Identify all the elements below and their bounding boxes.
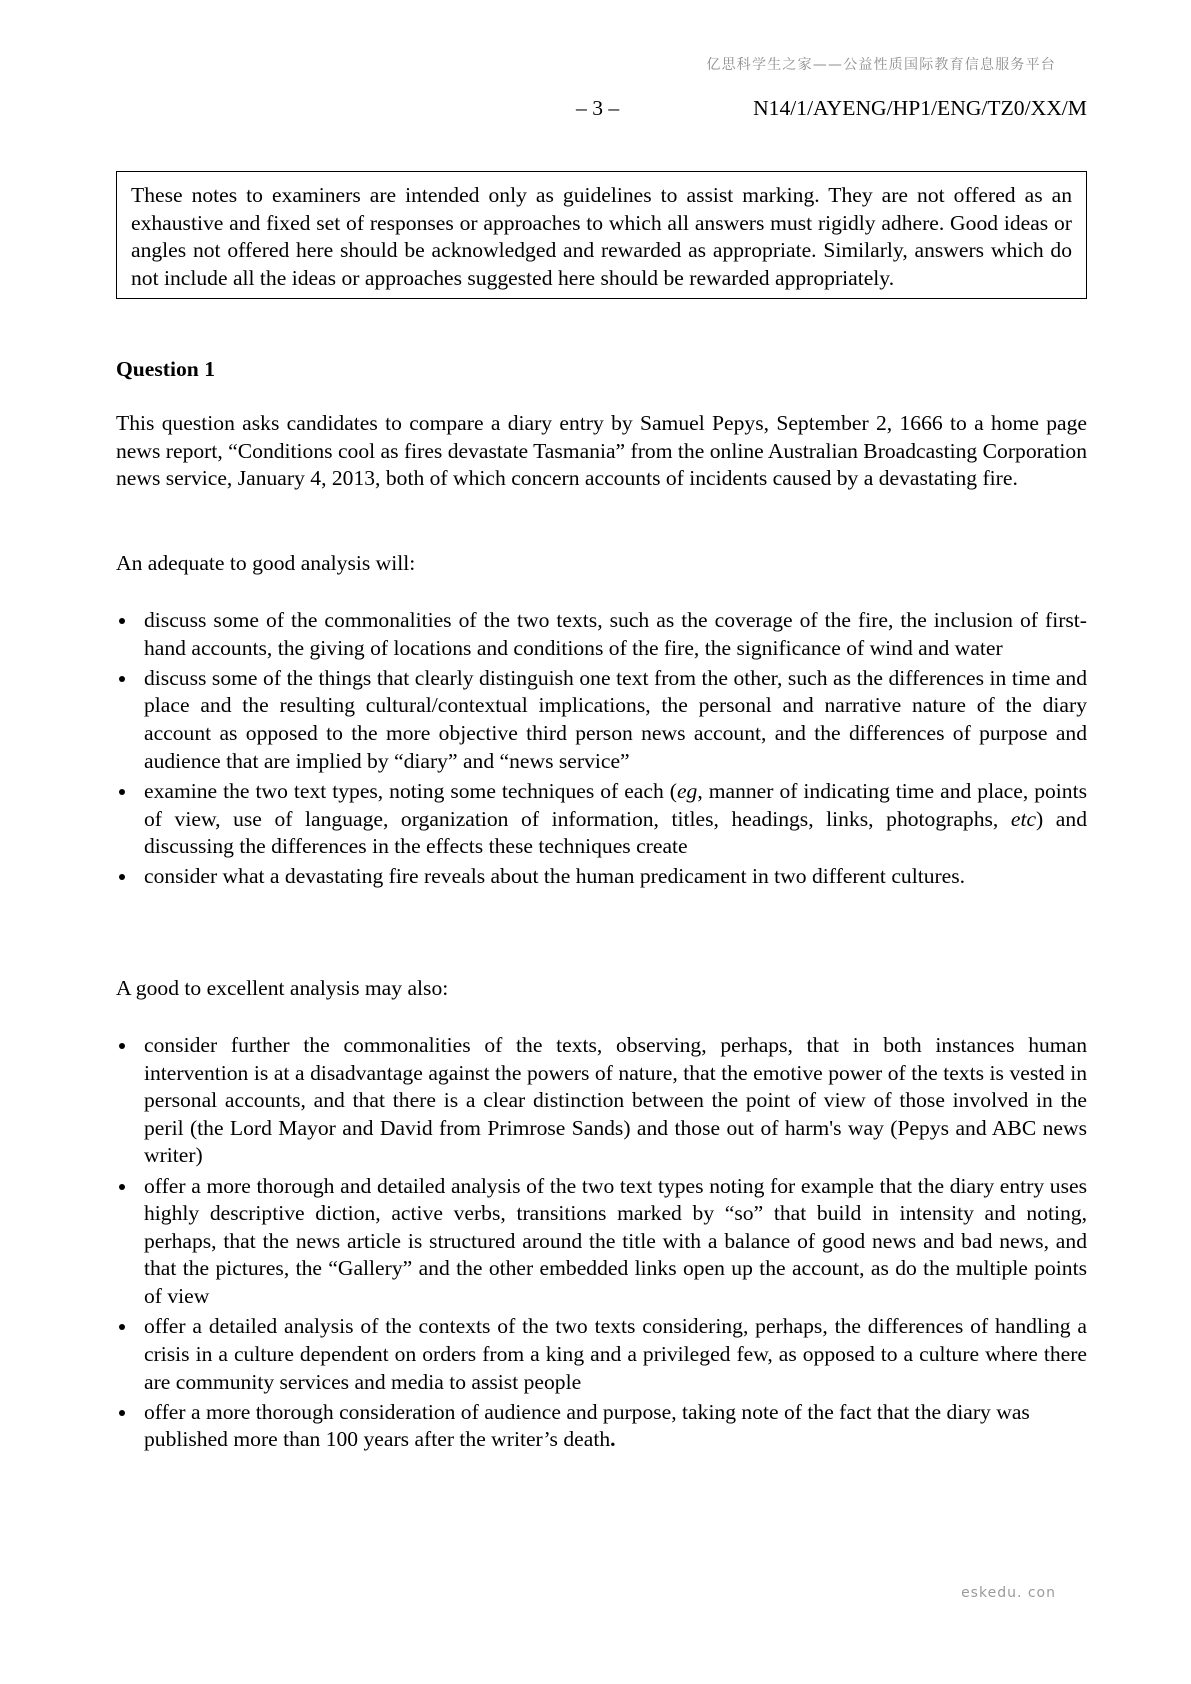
list-item: [116, 778, 1087, 861]
bullet-icon: [119, 1043, 125, 1049]
adequate-heading: An adequate to good analysis will:: [116, 551, 416, 575]
list-item: [116, 1173, 1087, 1311]
bullet-icon: [119, 789, 125, 795]
list-item: [116, 863, 1087, 891]
list-item-text: offer a more thorough consideration of audience and purpose, taking note of the fact that the diary was published more than 100 years after the writer’s death: [144, 1399, 1030, 1452]
excellent-points-list: [116, 1032, 1087, 1457]
bullet-icon: [119, 618, 125, 624]
document-code: N14/1/AYENG/HP1/ENG/TZ0/XX/M: [753, 96, 1087, 120]
list-item-text: examine the two text types, noting some techniques of each (: [144, 778, 677, 803]
question-title: Question 1: [116, 357, 215, 381]
examiner-notice-box: These notes to examiners are intended only as guidelines to assist marking. They are not offered as an exhaustive and fixed set of responses or approaches to which all answers must rigidly adhere. Good ideas or angles not offered here should be acknowledged and rewarded as appropriate. Similarly, answers which do not include all the ideas or approaches suggested here should be rewarded appropriately.: [116, 171, 1087, 299]
watermark-text: 亿思科学生之家——公益性质国际教育信息服务平台: [706, 57, 1056, 73]
list-item-text: ) and discussing the differences in the effects these techniques create: [144, 806, 1087, 859]
bullet-icon: [119, 874, 125, 880]
bullet-icon: [119, 1184, 125, 1190]
list-item: [116, 1399, 1087, 1454]
list-item: [116, 1313, 1087, 1396]
list-item-text: offer a more thorough and detailed analysis of the two text types noting for example that the diary entry uses highly descriptive diction, active verbs, transitions marked by “so” that build in intensity and noting, perhaps, that the news article is structured around the title with a balance of good news and bad news, and that the pictures, the “Gallery” and the other embedded links open up the account, as do the multiple points of view: [144, 1173, 1087, 1309]
list-item: [116, 665, 1087, 775]
excellent-heading: A good to excellent analysis may also:: [116, 976, 449, 1000]
italic-abbrev-etc: etc: [1010, 806, 1037, 831]
list-item-text: discuss some of the things that clearly distinguish one text from the other, such as the differences in time and place and the resulting cultural/contextual implications, the personal and narrative nature of the diary account as opposed to the more objective third person news account, and the differences of purpose and audience that are implied by “diary” and “news service”: [144, 665, 1087, 773]
page-number: – 3 –: [576, 96, 620, 120]
bold-period: .: [610, 1427, 616, 1452]
list-item: [116, 1032, 1087, 1170]
question-intro: This question asks candidates to compare a diary entry by Samuel Pepys, September 2, 1666 to a home page news report, “Conditions cool as fires devastate Tasmania” from the online Australian Broadcasting Corporation news service, January 4, 2013, both of which concern accounts of incidents caused by a devastating fire.: [116, 411, 1087, 491]
list-item-text: consider further the commonalities of the texts, observing, perhaps, that in both instances human intervention is at a disadvantage against the powers of nature, that the emotive power of the texts is vested in personal accounts, and that there is a clear distinction between the point of view of those involved in the peril (the Lord Mayor and David from Primrose Sands) and those out of harm's way (Pepys and ABC news writer): [144, 1033, 1087, 1168]
list-item-text: discuss some of the commonalities of the two texts, such as the coverage of the fire, the inclusion of first-hand accounts, the giving of locations and conditions of the fire, the significance of wind and water: [144, 608, 1087, 660]
italic-abbrev-eg: eg: [676, 778, 698, 803]
footer-watermark: eskedu. con: [961, 1585, 1056, 1601]
list-item-text: consider what a devastating fire reveals about the human predicament in two different cultures.: [144, 864, 966, 889]
bullet-icon: [119, 1324, 125, 1330]
bullet-icon: [119, 676, 125, 682]
adequate-points-list: [116, 607, 1087, 894]
bullet-icon: [119, 1410, 125, 1416]
list-item: [116, 607, 1087, 662]
list-item-text: offer a detailed analysis of the contexts of the two texts considering, perhaps, the differences of handling a crisis in a culture dependent on orders from a king and a privileged few, as opposed to a culture where there are community services and media to assist people: [144, 1314, 1087, 1394]
list-item-text: , manner of indicating time and place, points of view, use of language, organization of information, titles, headings, links, photographs,: [144, 778, 1087, 831]
